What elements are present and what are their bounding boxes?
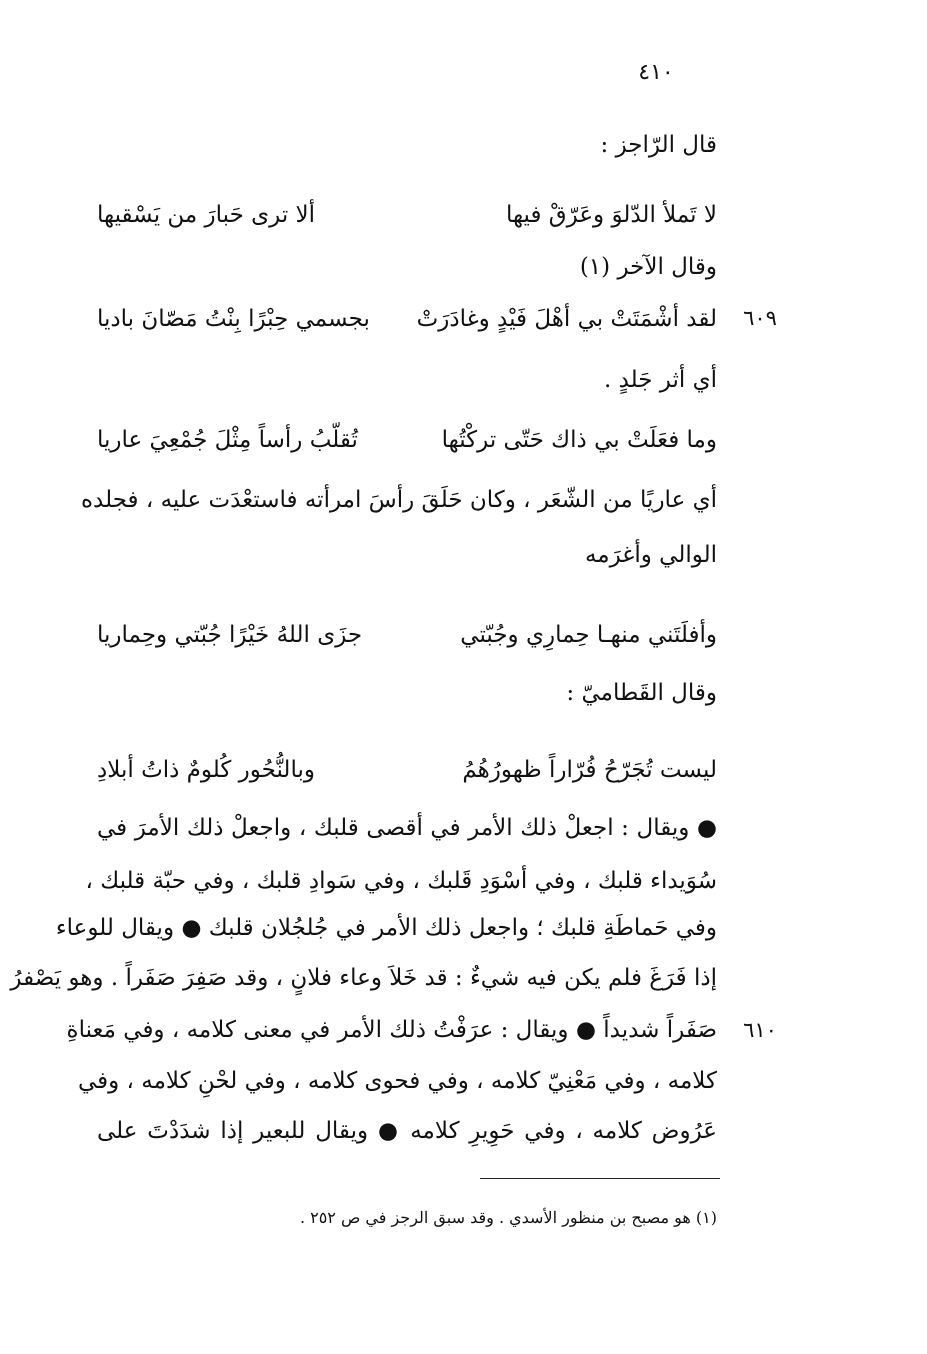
verse-hemistich-second: جزَى اللهُ خَيْرًا جُبّتي وحِماريا <box>97 622 363 648</box>
verse-line <box>97 304 717 334</box>
verse-hemistich-second: وبالنُّحُور كُلومٌ ذاتُ أبلادِ <box>97 757 315 783</box>
text-line: قال الرّاجز : <box>600 132 717 158</box>
verse-hemistich-first: لا تَملأ الدّلوَ وعَرّقْ فيها <box>505 202 717 228</box>
verse-line <box>97 620 717 650</box>
text-line: كلامه ، وفي مَعْنِيّ كلامه ، وفي فحوى كلامه ، وفي لحْنِ كلامه ، وفي <box>77 1068 717 1094</box>
text-line: سُوَيداء قلبك ، وفي أسْوَدِ قَلبك ، وفي سَوادِ قلبك ، وفي حبّة قلبك ، <box>85 868 717 894</box>
verse-hemistich-first: ليست تُجَرّحُ فُرّاراً ظهورُهُمُ <box>462 757 717 783</box>
footnote: (١) هو مصبح بن منظور الأسدي . وقد سبق الرجز في ص ٢٥٢ . <box>299 1208 717 1227</box>
footnote-divider <box>480 1178 720 1179</box>
verse-hemistich-first: وما فعَلَتْ بي ذاك حَتّى تركْتُها <box>441 427 717 453</box>
margin-number: ٦١٠ <box>743 1018 777 1042</box>
margin-number: ٦٠٩ <box>743 306 777 330</box>
text-line: أي أثر جَلدٍ . <box>603 367 717 393</box>
verse-hemistich-second: تُقلّبُ رأساً مِثْلَ جُمْعِيَ عاريا <box>97 427 358 453</box>
verse-hemistich-first: وأفلَتَني منهـا حِمارِي وجُبّتي <box>460 622 717 648</box>
text-line: صَفَراً شديداً ● ويقال : عرَفْتُ ذلك الأمر في معنى كلامه ، وفي مَعناةِ <box>66 1017 717 1043</box>
text-line: الوالي وأغرَمه <box>584 542 717 568</box>
text-line: إذا فَرَغَ فلم يكن فيه شيءٌ : قد خَلاَ وعاء فلانٍ ، وقد صَفِرَ صَفَراً . وهو يَصْفرُ <box>10 965 717 991</box>
text-line: وفي حَماطَةِ قلبك ؛ واجعل ذلك الأمر في جُلجُلان قلبك ● ويقال للوعاء <box>55 915 717 941</box>
verse-hemistich-second: ألا ترى حَبارَ من يَسْقيها <box>97 202 316 228</box>
verse-hemistich-second: بجسمي حِبْرًا بِنْتُ مَصّانَ باديا <box>97 306 370 332</box>
text-line: أي عاريًا من الشّعَر ، وكان حَلَقَ رأسَ امرأته فاستعْدَت عليه ، فجلده <box>80 487 717 513</box>
text-line: وقال الآخر (١) <box>579 254 717 280</box>
text-line: ● ويقال : اجعلْ ذلك الأمر في أقصى قلبك ، واجعلْ ذلك الأمرَ في <box>97 815 717 841</box>
text-line: عَرُوض كلامه ، وفي حَوِيرِ كلامه ● ويقال للبعير إذا شدَدْتَ على <box>97 1118 717 1144</box>
verse-line <box>97 425 717 455</box>
verse-line <box>97 755 717 785</box>
verse-hemistich-first: لقد أشْمَتَتْ بي أهْلَ فَيْدٍ وغادَرَتْ <box>416 306 717 332</box>
page-number: ٤١٠ <box>638 60 674 85</box>
text-line: وقال القَطاميّ : <box>566 680 717 706</box>
verse-line <box>97 200 717 230</box>
